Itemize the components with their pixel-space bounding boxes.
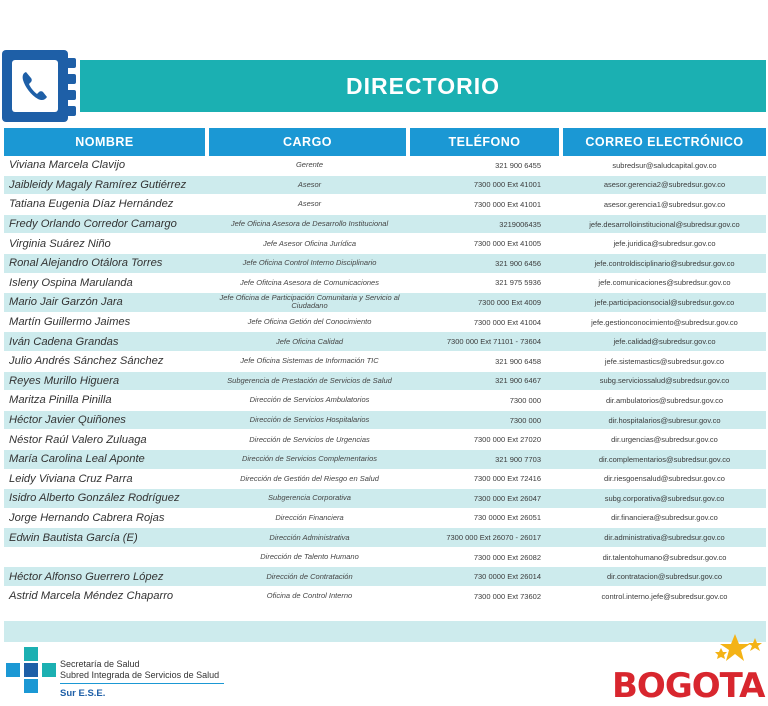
row-telefono: 7300 000 Ext 41004: [410, 313, 563, 333]
row-correo: jefe.controldisciplinario@subredsur.gov.co: [563, 254, 766, 274]
row-nombre: Reyes Murillo Higuera: [4, 372, 209, 392]
row-correo: dir.urgencias@subredsur.gov.co: [563, 430, 766, 450]
top-whitespace: [0, 0, 768, 48]
row-cargo: Dirección de Contratación: [209, 567, 410, 587]
row-nombre: Viviana Marcela Clavijo: [4, 156, 209, 176]
row-cargo: Dirección Administrativa: [209, 528, 410, 548]
table-row: [4, 352, 766, 372]
row-cargo: Subgerencia de Prestación de Servicios de Salud: [209, 372, 410, 392]
row-nombre: Iván Cadena Grandas: [4, 332, 209, 352]
row-cargo: Dirección Financiera: [209, 509, 410, 529]
table-row: [4, 587, 766, 607]
column-header-telefono: TELÉFONO: [410, 128, 563, 156]
table-row: [4, 528, 766, 548]
row-cargo: Dirección de Servicios Ambulatorios: [209, 391, 410, 411]
row-telefono: 321 900 7703: [410, 450, 563, 470]
row-correo: subg.serviciossalud@subredsur.gov.co: [563, 372, 766, 392]
row-telefono: 321 900 6456: [410, 254, 563, 274]
row-nombre: Julio Andrés Sánchez Sánchez: [4, 352, 209, 372]
row-nombre: Jorge Hernando Cabrera Rojas: [4, 509, 209, 529]
row-correo: dir.complementarios@subredsur.gov.co: [563, 450, 766, 470]
row-correo: asesor.gerencia1@subredsur.gov.co: [563, 195, 766, 215]
row-nombre: Isleny Ospina Marulanda: [4, 274, 209, 294]
table-row: [4, 274, 766, 294]
row-correo: dir.administrativa@subredsur.gov.co: [563, 528, 766, 548]
row-correo: jefe.comunicaciones@subredsur.gov.co: [563, 274, 766, 294]
row-cargo: Dirección de Talento Humano: [209, 548, 410, 568]
row-cargo: Asesor: [209, 195, 410, 215]
table-row: [4, 234, 766, 254]
row-correo: dir.financiera@subredsur.gov.co: [563, 509, 766, 529]
table-row: [4, 548, 766, 568]
row-nombre: Héctor Javier Quiñones: [4, 411, 209, 431]
row-correo: dir.riesgoensalud@subredsur.gov.co: [563, 470, 766, 490]
row-cargo: Dirección de Gestión del Riesgo en Salud: [209, 470, 410, 490]
row-cargo: Dirección de Servicios de Urgencias: [209, 430, 410, 450]
table-header-row: [4, 128, 766, 156]
row-correo: dir.hospitalarios@subresur.gov.co: [563, 411, 766, 431]
row-correo: subredsur@saludcapital.gov.co: [563, 156, 766, 176]
row-nombre: Ronal Alejandro Otálora Torres: [4, 254, 209, 274]
row-correo: dir.ambulatorios@subredsur.gov.co: [563, 391, 766, 411]
page-title: DIRECTORIO: [80, 60, 766, 112]
table-row: [4, 293, 766, 313]
table-row: [4, 156, 766, 176]
row-nombre: María Carolina Leal Aponte: [4, 450, 209, 470]
table-row: [4, 450, 766, 470]
row-correo: jefe.participacionsocial@subredsur.gov.co: [563, 293, 766, 313]
row-cargo: Jefe Asesor Oficina Jurídica: [209, 234, 410, 254]
row-telefono: 7300 000 Ext 41005: [410, 234, 563, 254]
row-cargo: Dirección de Servicios Hospitalarios: [209, 411, 410, 431]
row-cargo: Jefe Oficina Getión del Conocimiento: [209, 313, 410, 333]
row-correo: dir.contratacion@subredsur.gov.co: [563, 567, 766, 587]
row-telefono: 7300 000 Ext 71101 - 73604: [410, 332, 563, 352]
row-telefono: 7300 000 Ext 41001: [410, 176, 563, 196]
directory-table: [4, 128, 766, 607]
row-telefono: 7300 000: [410, 411, 563, 431]
subred-logo: [2, 645, 232, 705]
table-row: [4, 430, 766, 450]
row-cargo: Jefe Oficina de Participación Comunitaria y Servicio al Ciudadano: [209, 293, 410, 313]
row-correo: control.interno.jefe@subredsur.gov.co: [563, 587, 766, 607]
row-nombre: Tatiana Eugenia Díaz Hernández: [4, 195, 209, 215]
row-telefono: 730 0000 Ext 26051: [410, 509, 563, 529]
row-telefono: 7300 000 Ext 26047: [410, 489, 563, 509]
row-nombre: Fredy Orlando Corredor Camargo: [4, 215, 209, 235]
row-telefono: 7300 000 Ext 26070 - 26017: [410, 528, 563, 548]
table-row: [4, 195, 766, 215]
row-telefono: 321 900 6458: [410, 352, 563, 372]
bogota-brand: BOGOTA: [612, 666, 765, 706]
row-correo: jefe.juridica@subredsur.gov.co: [563, 234, 766, 254]
row-cargo: Jefe Ofitcina Asesora de Comunicaciones: [209, 274, 410, 294]
row-nombre: Isidro Alberto González Rodríguez: [4, 489, 209, 509]
row-telefono: 7300 000 Ext 26082: [410, 548, 563, 568]
row-cargo: Jefe Oficina Asesora de Desarrollo Institucional: [209, 215, 410, 235]
row-telefono: 7300 000 Ext 41001: [410, 195, 563, 215]
row-nombre: Héctor Alfonso Guerrero López: [4, 567, 209, 587]
table-footer-band: [4, 621, 766, 642]
row-telefono: 3219006435: [410, 215, 563, 235]
row-correo: jefe.calidad@subredsur.gov.co: [563, 332, 766, 352]
table-row: [4, 254, 766, 274]
row-correo: jefe.gestionconocimiento@subredsur.gov.co: [563, 313, 766, 333]
table-row: [4, 489, 766, 509]
row-cargo: Gerente: [209, 156, 410, 176]
row-correo: asesor.gerencia2@subredsur.gov.co: [563, 176, 766, 196]
table-row: [4, 567, 766, 587]
row-cargo: Asesor: [209, 176, 410, 196]
row-nombre: Néstor Raúl Valero Zuluaga: [4, 430, 209, 450]
row-correo: dir.talentohumano@subredsur.gov.co: [563, 548, 766, 568]
table-row: [4, 215, 766, 235]
logo-line-secretaria: Secretaría de Salud: [60, 659, 140, 669]
row-nombre: Edwin Bautista García (E): [4, 528, 209, 548]
row-nombre: Jaibleidy Magaly Ramírez Gutiérrez: [4, 176, 209, 196]
row-cargo: Oficina de Control Interno: [209, 587, 410, 607]
row-cargo: Jefe Oficina Control Interno Disciplinario: [209, 254, 410, 274]
row-telefono: 7300 000 Ext 72416: [410, 470, 563, 490]
table-row: [4, 372, 766, 392]
row-cargo: Jefe Oficina Sistemas de Información TIC: [209, 352, 410, 372]
table-row: [4, 470, 766, 490]
row-correo: jefe.sistemastics@subredsur.gov.co: [563, 352, 766, 372]
row-telefono: 321 900 6455: [410, 156, 563, 176]
row-nombre: Martín Guillermo Jaimes: [4, 313, 209, 333]
column-header-correo: CORREO ELECTRÓNICO: [563, 128, 766, 156]
row-nombre: Virginia Suárez Niño: [4, 234, 209, 254]
table-row: [4, 509, 766, 529]
column-header-nombre: NOMBRE: [4, 128, 209, 156]
row-telefono: 7300 000 Ext 27020: [410, 430, 563, 450]
row-cargo: Jefe Oficina Calidad: [209, 332, 410, 352]
row-telefono: 321 975 5936: [410, 274, 563, 294]
row-telefono: 7300 000 Ext 73602: [410, 587, 563, 607]
row-nombre: Mario Jair Garzón Jara: [4, 293, 209, 313]
row-nombre: Astrid Marcela Méndez Chaparro: [4, 587, 209, 607]
row-nombre: Leidy Viviana Cruz Parra: [4, 470, 209, 490]
table-row: [4, 332, 766, 352]
row-nombre: Maritza Pinilla Pinilla: [4, 391, 209, 411]
row-correo: subg.corporativa@subredsur.gov.co: [563, 489, 766, 509]
row-nombre: [4, 548, 209, 568]
table-row: [4, 411, 766, 431]
row-telefono: 321 900 6467: [410, 372, 563, 392]
table-row: [4, 313, 766, 333]
phone-book-icon: [2, 50, 68, 122]
logo-line-sur: Sur E.S.E.: [60, 688, 106, 699]
row-telefono: 7300 000: [410, 391, 563, 411]
row-cargo: Dirección de Servicios Complementarios: [209, 450, 410, 470]
row-cargo: Subgerencia Corporativa: [209, 489, 410, 509]
table-row: [4, 391, 766, 411]
star-icon: [705, 632, 765, 668]
row-telefono: 730 0000 Ext 26014: [410, 567, 563, 587]
row-telefono: 7300 000 Ext 4009: [410, 293, 563, 313]
table-row: [4, 176, 766, 196]
logo-line-subred: Subred Integrada de Servicios de Salud: [60, 670, 220, 680]
row-correo: jefe.desarrolloinstitucional@subredsur.gov.co: [563, 215, 766, 235]
column-header-cargo: CARGO: [209, 128, 410, 156]
